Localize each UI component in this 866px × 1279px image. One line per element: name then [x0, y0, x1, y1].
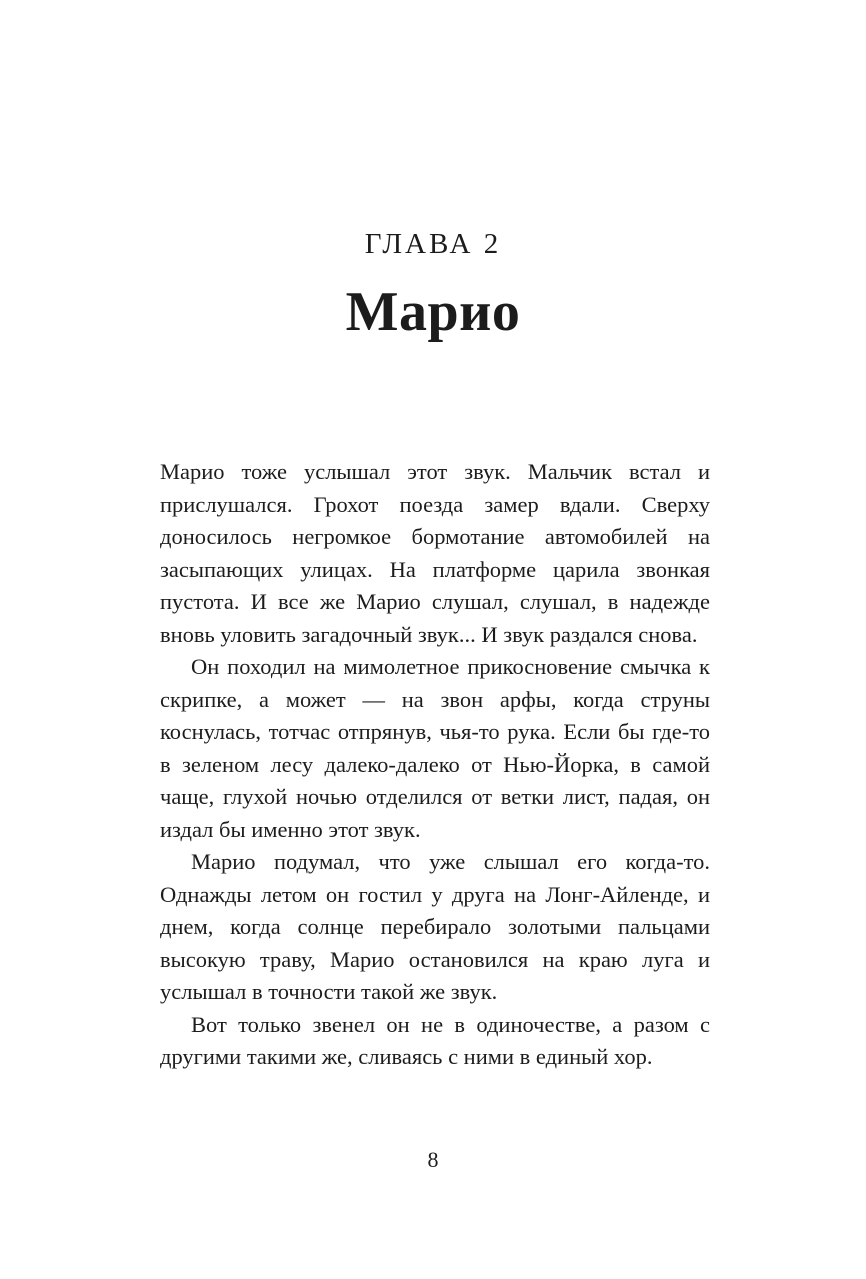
paragraph-4: Вот только звенел он не в одиночестве, а разом с другими такими же, сливаясь с ними в единый хор.: [160, 1011, 710, 1069]
chapter-title: Марио: [345, 281, 521, 343]
body-text: [160, 456, 710, 1074]
paragraph-3: Марио подумал, что уже слышал его когда-то. Однажды летом он гостил у друга на Лонг-Айленде, и днем, когда солнце перебирало золотыми пальцами высокую траву, Марио остановился на краю луга и услышал в точности такой же звук.: [160, 849, 710, 1004]
chapter-label: ГЛАВА 2: [364, 228, 502, 260]
paragraph-1: Марио тоже услышал этот звук. Мальчик встал и прислушался. Грохот поезда замер вдали. Сверху доносилось негромкое бормотание автомобилей на засыпающих улицах. На платформе царила звонкая пустота. И все же Марио слушал, слушал, в надежде вновь уловить загадочный звук... И звук раздался снова.: [160, 459, 710, 647]
page-number: 8: [427, 1147, 439, 1172]
paragraph-2: Он походил на мимолетное прикосновение смычка к скрипке, а может — на звон арфы, когда струны коснулась, тотчас отпрянув, чья-то рука. Если бы где-то в зеленом лесу далеко-далеко от Нью-Йорка, в самой чаще, глухой ночью отделился от ветки лист, падая, он издал бы именно этот звук.: [160, 654, 710, 842]
